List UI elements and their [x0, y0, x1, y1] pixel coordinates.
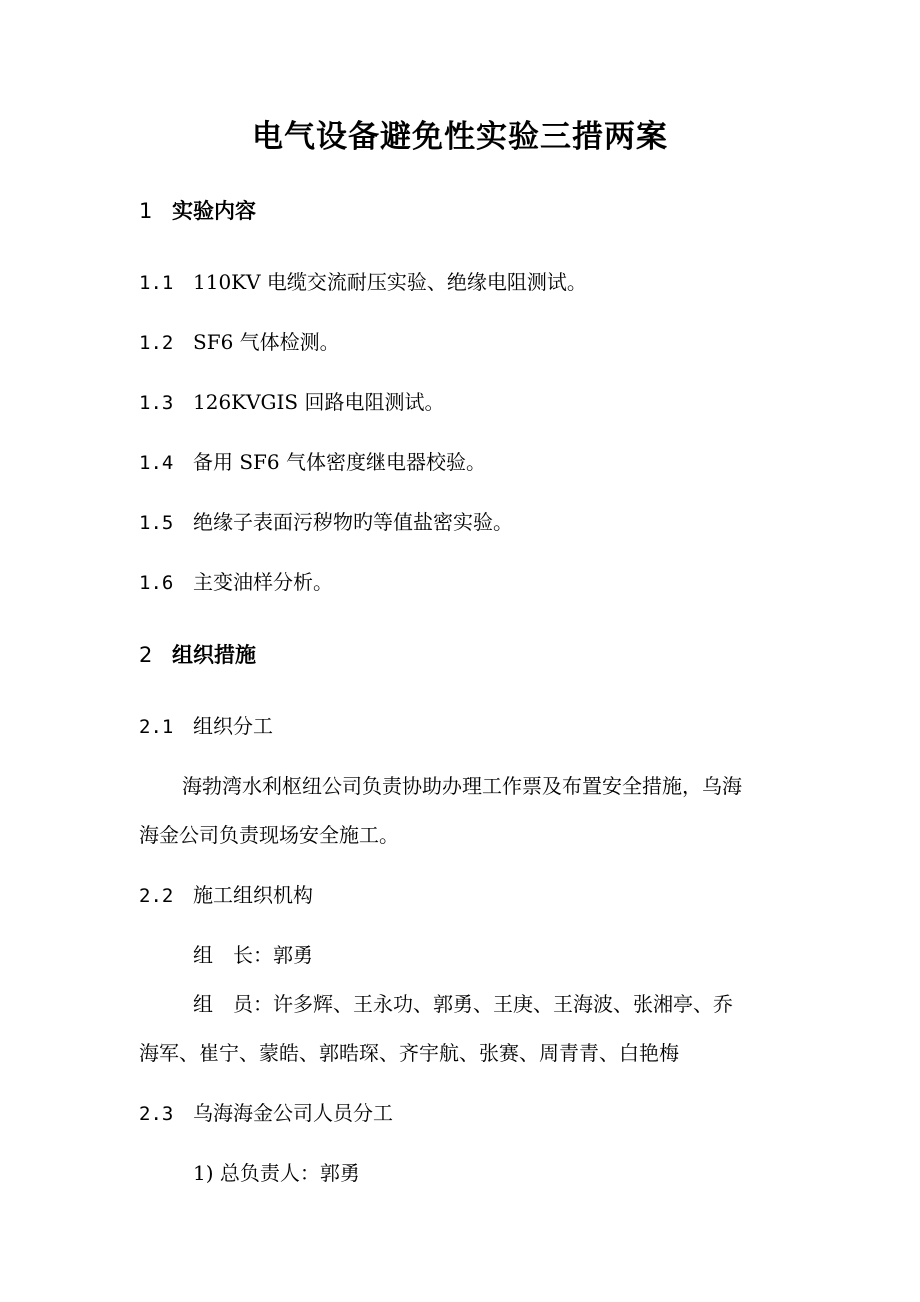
members-line — [139, 989, 733, 1019]
list-item — [139, 567, 333, 598]
item-text: 110KV 电缆交流耐压实验、绝缘电阻测试。 — [193, 270, 587, 294]
members-text: 海军、崔宁、蒙皓、郭晧琛、齐宇航、张赛、周青青、白艳梅 — [139, 1041, 679, 1065]
leader-line — [139, 940, 313, 970]
paragraph-line — [139, 771, 742, 801]
subsection-heading — [139, 711, 273, 742]
leader-text: 组 长：郭勇 — [193, 943, 313, 967]
item-number: 1.3 — [139, 392, 174, 414]
paragraph-text: 海勃湾水利枢纽公司负责协助办理工作票及布置安全措施，乌海 — [182, 774, 742, 798]
item-text: SF6 气体检测。 — [193, 330, 340, 354]
paragraph-text: 海金公司负责现场安全施工。 — [139, 823, 399, 847]
subsection-number: 2.2 — [139, 885, 174, 907]
members-line — [139, 1038, 679, 1068]
subsection-title: 乌海海金公司人员分工 — [193, 1101, 393, 1125]
subsection-title: 组织分工 — [193, 714, 273, 738]
item-number: 1.1 — [139, 272, 174, 294]
item-number: 1.6 — [139, 572, 174, 594]
subsection-number: 2.1 — [139, 716, 174, 738]
item-text: 126KVGIS 回路电阻测试。 — [193, 390, 445, 414]
section-heading — [139, 640, 256, 670]
list-item — [139, 327, 340, 358]
list-item — [139, 387, 445, 418]
section-title: 组织措施 — [172, 643, 256, 667]
list-item — [139, 507, 513, 538]
section-number: 1 — [139, 199, 153, 223]
section-title: 实验内容 — [172, 199, 256, 223]
item-text: 备用 SF6 气体密度继电器校验。 — [193, 450, 487, 474]
subsection-number: 2.3 — [139, 1103, 174, 1125]
subsection-heading — [139, 880, 313, 911]
item-number: 1.4 — [139, 452, 174, 474]
item-number: 1.5 — [139, 512, 174, 534]
section-heading — [139, 196, 256, 226]
section-number: 2 — [139, 643, 153, 667]
item-text: 绝缘子表面污秽物旳等值盐密实验。 — [193, 510, 513, 534]
members-text: 组 员：许多辉、王永功、郭勇、王庚、王海波、张湘亭、乔 — [193, 992, 733, 1016]
item-text: 1) 总负责人：郭勇 — [193, 1161, 360, 1185]
item-text: 主变油样分析。 — [193, 570, 333, 594]
subsection-heading — [139, 1098, 393, 1129]
item-number: 1.2 — [139, 332, 174, 354]
subsection-title: 施工组织机构 — [193, 883, 313, 907]
list-item — [139, 267, 587, 298]
paragraph-line — [139, 820, 399, 850]
list-item — [139, 1158, 360, 1188]
document-title: 电气设备避免性实验三措两案 — [252, 119, 668, 155]
list-item — [139, 447, 486, 478]
